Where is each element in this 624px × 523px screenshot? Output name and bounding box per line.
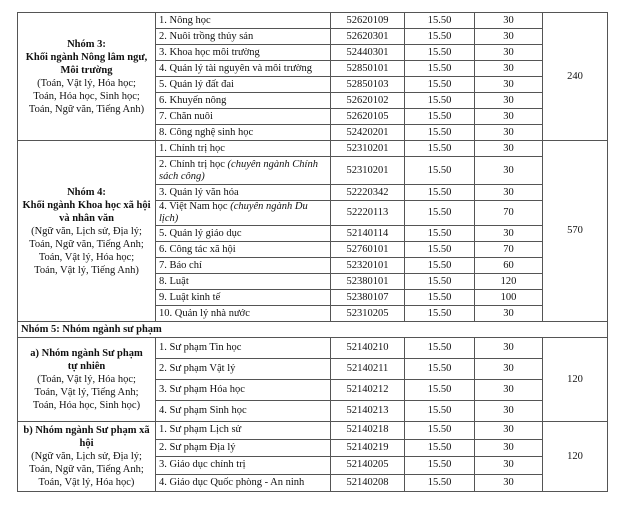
major-code-cell: 52310205 <box>331 306 405 322</box>
quota-cell: 30 <box>475 125 543 141</box>
major-name: 3. Giáo dục chính trị <box>159 459 246 471</box>
major-code-cell: 52760101 <box>331 242 405 258</box>
subject-combination: Toán, Ngữ văn, Tiếng Anh; <box>29 464 144 475</box>
cutoff-score-cell: 15.50 <box>405 226 475 242</box>
major-name: 2. Nuôi trồng thủy sản <box>159 30 254 42</box>
major-code-cell: 52320101 <box>331 258 405 274</box>
subject-combination: (Toán, Vật lý, Hóa học; <box>37 77 136 89</box>
major-code-cell: 52620102 <box>331 93 405 109</box>
major-code-cell: 52220113 <box>331 201 405 226</box>
quota-cell: 60 <box>475 258 543 274</box>
major-name: 8. Công nghệ sinh học <box>159 126 254 138</box>
group-heading: Khối ngành Khoa học xã hội <box>22 199 151 211</box>
quota-cell: 30 <box>475 141 543 157</box>
major-code-cell: 52140213 <box>331 401 405 422</box>
quota-cell: 30 <box>475 338 543 359</box>
quota-cell: 120 <box>475 274 543 290</box>
major-code-cell: 52380107 <box>331 290 405 306</box>
major-name: 6. Khuyến nông <box>159 94 227 106</box>
major-name-cell <box>156 422 331 440</box>
major-name-cell <box>156 290 331 306</box>
major-name: 2. Sư phạm Vật lý <box>159 363 236 374</box>
group-heading: Môi trường <box>60 64 113 76</box>
major-name-cell <box>156 109 331 125</box>
major-name: 4. Việt Nam học <box>159 201 231 212</box>
quota-cell: 30 <box>475 401 543 422</box>
subject-combination: Toán, Ngữ văn, Tiếng Anh) <box>28 103 145 115</box>
major-name: 7. Báo chí <box>159 259 202 271</box>
group-label-cell <box>18 13 156 141</box>
cutoff-score-cell: 15.50 <box>405 439 475 457</box>
quota-cell: 30 <box>475 77 543 93</box>
quota-cell: 30 <box>475 226 543 242</box>
subject-combination: Toán, Vật lý, Tiếng Anh) <box>34 264 139 276</box>
group-total-cell: 570 <box>543 141 608 322</box>
major-name: 2. Sư phạm Địa lý <box>159 441 236 453</box>
major-name: 3. Sư phạm Hóa học <box>159 384 245 395</box>
major-name-cell <box>156 380 331 401</box>
cutoff-score-cell: 15.50 <box>405 258 475 274</box>
major-name-cell <box>156 141 331 157</box>
major-name: 7. Chăn nuôi <box>159 110 213 122</box>
major-code-cell: 52140212 <box>331 380 405 401</box>
major-code-cell: 52620105 <box>331 109 405 125</box>
major-name: 6. Công tác xã hội <box>159 243 236 255</box>
major-code-cell: 52310201 <box>331 157 405 185</box>
major-name: 4. Giáo dục Quốc phòng - An ninh <box>159 476 305 488</box>
major-name: 2. Chính trị học <box>159 158 228 170</box>
cutoff-score-cell: 15.50 <box>405 29 475 45</box>
quota-cell: 30 <box>475 422 543 440</box>
major-name-cell <box>156 401 331 422</box>
major-name-cell <box>156 201 331 226</box>
quota-cell: 30 <box>475 61 543 77</box>
group-label-cell <box>18 141 156 322</box>
major-name: 10. Quản lý nhà nước <box>159 307 250 319</box>
major-name-cell <box>156 359 331 380</box>
major-name: 1. Chính trị học <box>159 142 225 154</box>
group-heading: b) Nhóm ngành Sư phạm xã hội <box>23 425 150 449</box>
quota-cell: 30 <box>475 45 543 61</box>
group-total-cell: 240 <box>543 13 608 141</box>
cutoff-score-cell: 15.50 <box>405 380 475 401</box>
group-label-cell <box>18 422 156 492</box>
cutoff-score-cell: 15.50 <box>405 338 475 359</box>
subject-combination: Toán, Vật lý, Tiếng Anh; <box>34 387 139 398</box>
table-row <box>18 141 608 157</box>
major-name: 1. Nông học <box>159 14 211 26</box>
quota-cell: 70 <box>475 201 543 226</box>
cutoff-score-cell: 15.50 <box>405 422 475 440</box>
cutoff-score-cell: 15.50 <box>405 77 475 93</box>
major-name-cell <box>156 274 331 290</box>
major-code-cell: 52140205 <box>331 457 405 475</box>
major-name: 5. Quản lý giáo dục <box>159 227 242 239</box>
major-specialization: (chuyên ngành Du lịch) <box>159 201 308 224</box>
table-row <box>18 338 608 359</box>
cutoff-score-cell: 15.50 <box>405 242 475 258</box>
cutoff-score-cell: 15.50 <box>405 125 475 141</box>
quota-cell: 30 <box>475 457 543 475</box>
cutoff-score-cell: 15.50 <box>405 457 475 475</box>
group-heading: a) Nhóm ngành Sư phạm <box>30 348 143 359</box>
table-body <box>18 13 608 492</box>
subject-combination: (Ngữ văn, Lịch sử, Địa lý; <box>31 225 142 237</box>
major-name-cell <box>156 93 331 109</box>
admission-table <box>17 12 608 492</box>
cutoff-score-cell: 15.50 <box>405 201 475 226</box>
quota-cell: 30 <box>475 380 543 401</box>
cutoff-score-cell: 15.50 <box>405 306 475 322</box>
major-code-cell: 52140210 <box>331 338 405 359</box>
major-code-cell: 52850103 <box>331 77 405 93</box>
quota-cell: 30 <box>475 93 543 109</box>
major-code-cell: 52140211 <box>331 359 405 380</box>
major-code-cell: 52140208 <box>331 474 405 492</box>
major-name: 4. Sư phạm Sinh học <box>159 405 247 416</box>
admission-table-container <box>17 12 607 492</box>
major-name-cell <box>156 474 331 492</box>
subject-combination: (Toán, Vật lý, Hóa học; <box>37 374 136 385</box>
cutoff-score-cell: 15.50 <box>405 13 475 29</box>
major-name: 9. Luật kinh tế <box>159 291 221 303</box>
table-row <box>18 13 608 29</box>
major-code-cell: 52850101 <box>331 61 405 77</box>
quota-cell: 30 <box>475 13 543 29</box>
major-name-cell <box>156 185 331 201</box>
group-label-cell <box>18 338 156 422</box>
quota-cell: 30 <box>475 359 543 380</box>
major-name-cell <box>156 77 331 93</box>
group5-title: Nhóm 5: Nhóm ngành sư phạm <box>18 322 608 338</box>
major-name: 5. Quản lý đất đai <box>159 78 234 90</box>
major-name-cell <box>156 157 331 185</box>
major-name-cell <box>156 242 331 258</box>
group-heading: và nhân văn <box>59 212 114 224</box>
major-code-cell: 52380101 <box>331 274 405 290</box>
major-name-cell <box>156 338 331 359</box>
quota-cell: 30 <box>475 29 543 45</box>
group-heading: Khối ngành Nông lâm ngư, <box>25 51 148 63</box>
quota-cell: 70 <box>475 242 543 258</box>
quota-cell: 30 <box>475 157 543 185</box>
major-name-cell <box>156 226 331 242</box>
cutoff-score-cell: 15.50 <box>405 359 475 380</box>
major-name-cell <box>156 457 331 475</box>
major-code-cell: 52140219 <box>331 439 405 457</box>
group5-title-row <box>18 322 608 338</box>
major-name-cell <box>156 258 331 274</box>
cutoff-score-cell: 15.50 <box>405 401 475 422</box>
major-code-cell: 52140114 <box>331 226 405 242</box>
quota-cell: 30 <box>475 185 543 201</box>
subject-combination: Toán, Vật lý, Hóa học) <box>38 477 135 488</box>
major-name-cell <box>156 13 331 29</box>
subject-combination: Toán, Hóa học, Sinh học; <box>33 90 140 102</box>
major-name: 3. Khoa học môi trường <box>159 46 260 58</box>
group-heading: Nhóm 3: <box>67 38 106 50</box>
table-row <box>18 422 608 440</box>
group-heading: Nhóm 4: <box>67 186 106 198</box>
major-name: 1. Sư phạm Lịch sử <box>159 424 242 436</box>
group-total-cell: 120 <box>543 422 608 492</box>
major-name-cell <box>156 125 331 141</box>
subject-combination: Toán, Ngữ văn, Tiếng Anh; <box>29 238 144 250</box>
major-name-cell <box>156 306 331 322</box>
cutoff-score-cell: 15.50 <box>405 474 475 492</box>
cutoff-score-cell: 15.50 <box>405 157 475 185</box>
cutoff-score-cell: 15.50 <box>405 61 475 77</box>
cutoff-score-cell: 15.50 <box>405 93 475 109</box>
major-name-cell <box>156 439 331 457</box>
major-code-cell: 52620109 <box>331 13 405 29</box>
quota-cell: 30 <box>475 474 543 492</box>
quota-cell: 30 <box>475 439 543 457</box>
cutoff-score-cell: 15.50 <box>405 185 475 201</box>
subject-combination: (Ngữ văn, Lịch sử, Địa lý; <box>31 451 142 462</box>
major-code-cell: 52310201 <box>331 141 405 157</box>
cutoff-score-cell: 15.50 <box>405 45 475 61</box>
major-name-cell <box>156 45 331 61</box>
major-code-cell: 52440301 <box>331 45 405 61</box>
major-code-cell: 52220342 <box>331 185 405 201</box>
major-name: 4. Quản lý tài nguyên và môi trường <box>159 62 312 74</box>
cutoff-score-cell: 15.50 <box>405 109 475 125</box>
subject-combination: Toán, Vật lý, Hóa học; <box>38 251 135 263</box>
major-name: 8. Luật <box>159 275 189 287</box>
quota-cell: 30 <box>475 306 543 322</box>
major-name-cell <box>156 61 331 77</box>
major-name: 3. Quản lý văn hóa <box>159 186 239 198</box>
cutoff-score-cell: 15.50 <box>405 141 475 157</box>
major-code-cell: 52140218 <box>331 422 405 440</box>
cutoff-score-cell: 15.50 <box>405 290 475 306</box>
major-code-cell: 52620301 <box>331 29 405 45</box>
cutoff-score-cell: 15.50 <box>405 274 475 290</box>
major-name-cell <box>156 29 331 45</box>
subject-combination: Toán, Hóa học, Sinh học) <box>32 400 141 411</box>
major-specialization: (chuyên ngành Chính sách công) <box>159 158 318 182</box>
group-total-cell: 120 <box>543 338 608 422</box>
quota-cell: 100 <box>475 290 543 306</box>
major-code-cell: 52420201 <box>331 125 405 141</box>
group-heading: tự nhiên <box>67 361 106 372</box>
quota-cell: 30 <box>475 109 543 125</box>
major-name: 1. Sư phạm Tin học <box>159 342 242 353</box>
